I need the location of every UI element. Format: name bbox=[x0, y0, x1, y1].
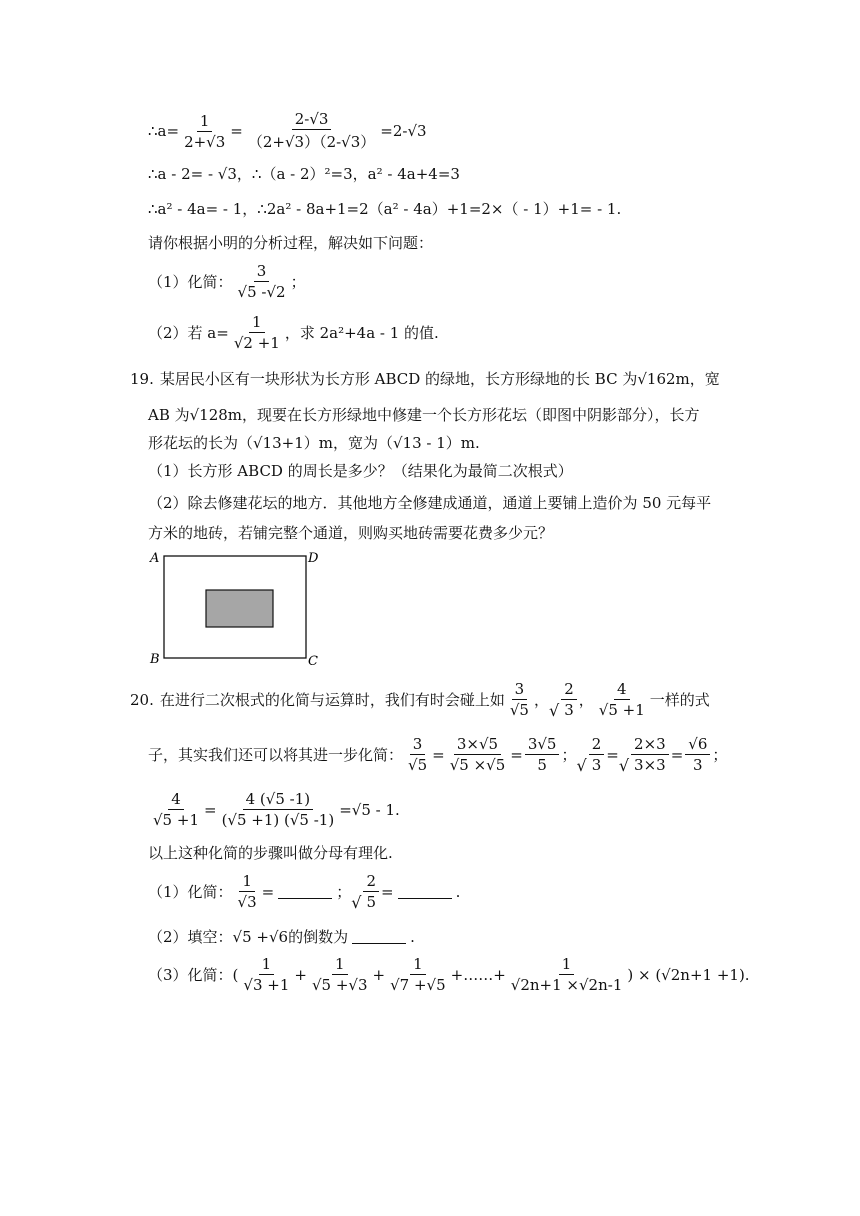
fraction: $\frac{1}{2+√3}$ bbox=[184, 111, 226, 151]
label-B: B bbox=[150, 652, 160, 667]
fraction: $\frac{3}{√5}$ bbox=[509, 680, 529, 719]
derivation-line-1: ∴a= $\frac{1}{2+√3}$ = $\frac{2-√3}{(2+√3)(2-√3)}$ =2-√3 bbox=[148, 110, 427, 151]
q20-sub-1: （1）化简： $\frac{1}{√3}$ = ； √ $\frac{2}{5}$ = . bbox=[148, 872, 461, 912]
rectangle-figure bbox=[148, 548, 328, 673]
q19-line-3: 形花坛的长为（√13+1）m，宽为（√13 - 1）m. bbox=[148, 434, 480, 452]
fraction: $\frac{2-√3}{(2+√3)(2-√3)}$ bbox=[247, 110, 376, 151]
q19-sub-1: （1）长方形 ABCD 的周长是多少？（结果化为最简二次根式） bbox=[148, 462, 573, 480]
label-A: A bbox=[150, 551, 160, 566]
q20-line-4: 以上这种化简的步骤叫做分母有理化. bbox=[148, 844, 393, 862]
sub-question-2: （2）若 a= $\frac{1}{√2 +1}$ ，求 2a²+4a - 1 的值. bbox=[148, 313, 439, 352]
answer-blank[interactable] bbox=[278, 884, 332, 899]
q19-sub-3: 方米的地砖，若铺完整个通道，则购买地砖需要花费多少元？ bbox=[148, 524, 554, 542]
sub-question-1: （1）化简： $\frac{3}{√5 -√2}$ ； bbox=[148, 262, 306, 301]
q20-line-3: $\frac{4}{√5 +1}$ = $\frac{4 (√5 -1)}{(√5 +1) (√5 -1)}$ =√5 - 1. bbox=[153, 790, 400, 829]
q20-line-2: 子，其实我们还可以将其进一步化简： $\frac{3}{√5}$ = $\frac{3\times√5}{√5 \times√5}$ = $\frac{3√5}{5}$ ； √ $\frac{2}{3}$ = √ $\frac{2\times 3}{3\times 3}$ = $\frac{√6}{3}$ ； bbox=[148, 735, 728, 775]
fraction: $\frac{1}{√2 +1}$ bbox=[233, 313, 280, 352]
fraction: $\frac{3}{√5 -√2}$ bbox=[237, 262, 286, 301]
q19-line-1: 19. 某居民小区有一块形状为长方形 ABCD 的绿地，长方形绿地的长 BC 为√162m，宽 bbox=[130, 369, 720, 388]
answer-blank[interactable] bbox=[398, 884, 452, 899]
q20-sub-2: （2）填空：√5 +√6的倒数为 . bbox=[148, 927, 415, 946]
fraction: $\frac{4}{√5 +1}$ bbox=[598, 680, 645, 719]
q19-sub-2: （2）除去修建花坛的地方．其他地方全修建成通道，通道上要铺上造价为 50 元每平 bbox=[148, 494, 712, 512]
text: ∴a= bbox=[148, 122, 180, 140]
radical: √ $\frac{2}{3}$ bbox=[549, 680, 579, 719]
instruction-line: 请你根据小明的分析过程，解决如下问题： bbox=[148, 234, 434, 252]
answer-blank[interactable] bbox=[352, 929, 406, 944]
q20-sub-3: （3）化简：( $\frac{1}{√3 +1}$ + $\frac{1}{√5 +√3}$ + $\frac{1}{√7 +√5}$ +……+ $\frac{1}{√2n+1 \times√2n-1}$ ) × (√2n+1 +1). bbox=[148, 955, 750, 994]
label-D: D bbox=[308, 551, 319, 566]
derivation-line-2: ∴a - 2= - √3，∴（a - 2）²=3，a² - 4a+4=3 bbox=[148, 165, 460, 183]
label-C: C bbox=[308, 654, 318, 669]
flower-bed-rectangle bbox=[206, 590, 273, 627]
derivation-line-3: ∴a² - 4a= - 1，∴2a² - 8a+1=2（a² - 4a）+1=2×（ - 1）+1= - 1. bbox=[148, 200, 622, 218]
q19-line-2: AB 为√128m，现要在长方形绿地中修建一个长方形花坛（即图中阴影部分），长方 bbox=[148, 406, 700, 424]
q20-line-1: 20. 在进行二次根式的化简与运算时，我们有时会碰上如 $\frac{3}{√5}$ ， √ $\frac{2}{3}$ ， $\frac{4}{√5 +1}$ 一样的式 bbox=[130, 680, 710, 720]
